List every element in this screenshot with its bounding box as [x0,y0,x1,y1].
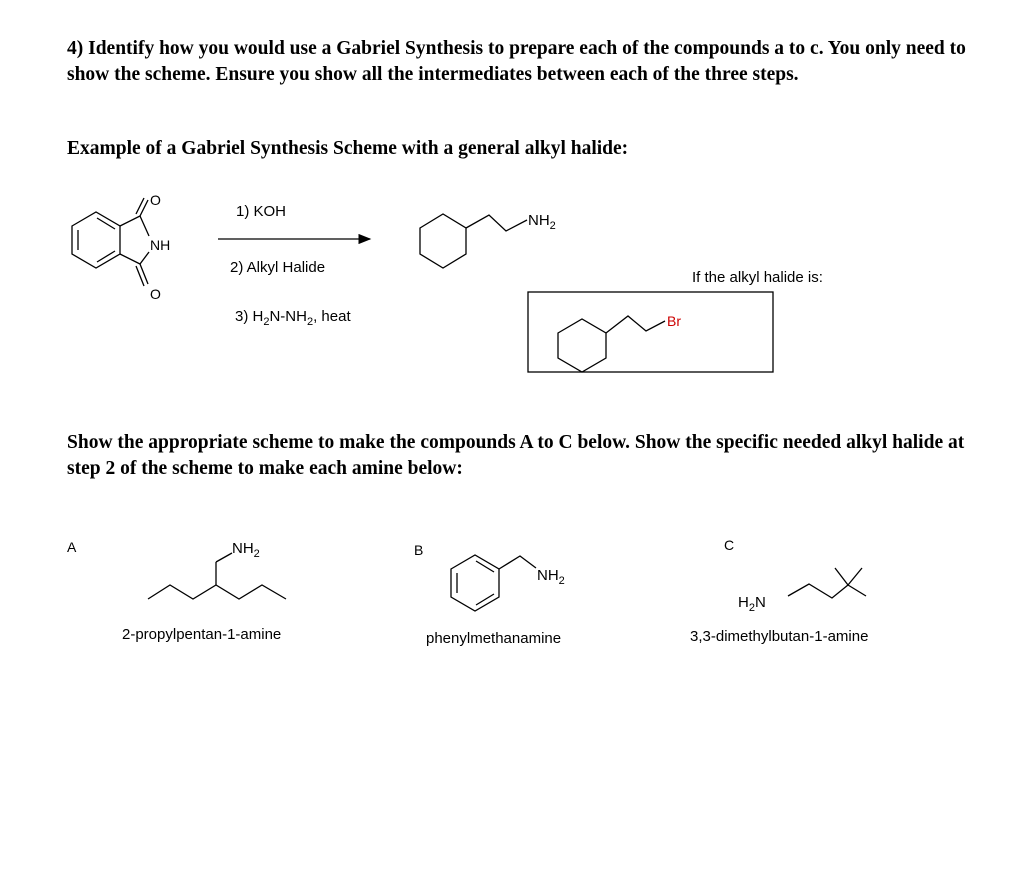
show-heading: Show the appropriate scheme to make the compounds A to C below. Show the specific needed alkyl halide at step 2 of the scheme to make each amine below: [67,432,965,479]
product-amine-label: $NH_2$ [528,212,556,232]
compound-c-name: 3,3-dimethylbutan-1-amine [690,628,869,645]
compound-c-structure [788,568,866,598]
phthalimide-nh: NH [150,237,171,253]
compound-b-structure [451,555,536,611]
alkyl-halide-structure [558,316,665,372]
phthalimide-structure [72,198,149,286]
compound-c-amine: $H_2N$ [738,594,766,614]
compound-b-label: B [414,542,424,558]
compound-a-amine: $NH_2$ [232,540,260,560]
reagent-3: 3) $H_2N-NH_2$, heat [235,308,351,328]
halide-atom-label: Br [667,313,681,329]
compound-b-amine: $NH_2$ [537,567,565,587]
alkyl-halide-box [528,292,773,372]
question-title: 4) Identify how you would use a Gabriel Synthesis to prepare each of the compounds a to c. You only need to show the scheme. Ensure you show all the intermediates between each of the three steps. [67,38,966,85]
compound-b-name: phenylmethanamine [426,630,562,647]
phthalimide-o-bottom: O [150,286,161,302]
phthalimide-o-top: O [150,192,161,208]
compound-c-label: C [724,537,735,553]
product-structure [420,214,527,268]
reagent-2: 2) Alkyl Halide [230,259,326,276]
compound-a-label: A [67,539,77,555]
reagent-1: 1) KOH [236,203,287,220]
example-heading: Example of a Gabriel Synthesis Scheme with a general alkyl halide: [67,138,629,159]
alkyl-halide-caption: If the alkyl halide is: [692,269,823,286]
compound-a-name: 2-propylpentan-1-amine [122,626,282,643]
compound-a-structure [148,553,286,599]
